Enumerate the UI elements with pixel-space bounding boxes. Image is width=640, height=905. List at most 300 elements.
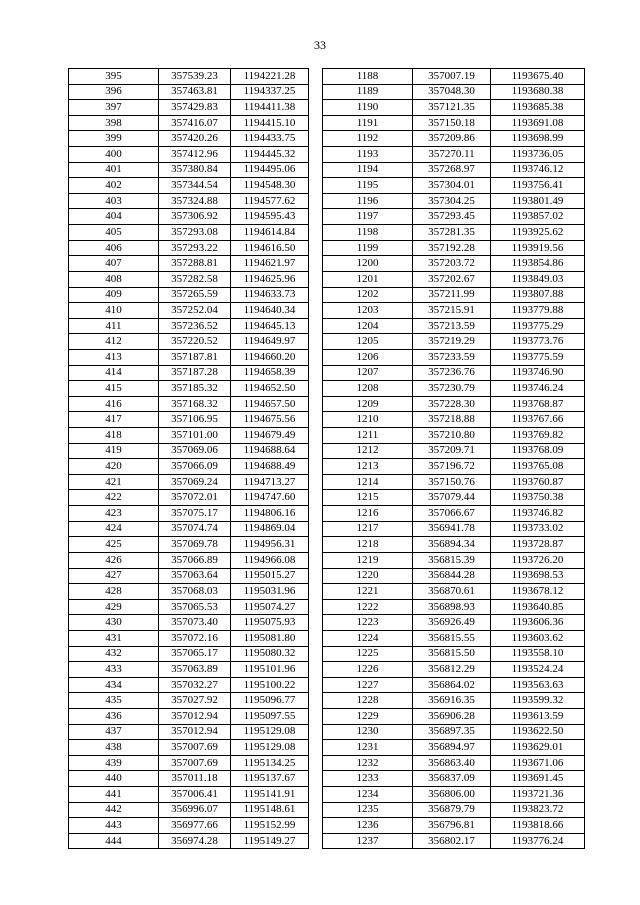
left-point-number-cell: 441	[69, 787, 159, 803]
right-x-coordinate-cell: 357281.35	[413, 225, 491, 241]
right-point-number-cell: 1210	[323, 412, 413, 428]
left-y-coordinate-cell: 1195149.27	[231, 833, 309, 849]
column-separator	[309, 490, 323, 506]
left-y-coordinate-cell: 1194621.97	[231, 256, 309, 272]
table-row	[69, 193, 585, 209]
left-y-coordinate-cell: 1195075.93	[231, 615, 309, 631]
left-x-coordinate-cell: 357344.54	[159, 178, 231, 194]
left-point-number-cell: 422	[69, 490, 159, 506]
right-y-coordinate-cell: 1193807.88	[491, 287, 585, 303]
left-y-coordinate-cell: 1195015.27	[231, 568, 309, 584]
column-separator	[309, 396, 323, 412]
left-x-coordinate-cell: 357101.00	[159, 428, 231, 444]
left-point-number-cell: 400	[69, 147, 159, 163]
column-separator	[309, 162, 323, 178]
column-separator	[309, 599, 323, 615]
right-x-coordinate-cell: 357007.19	[413, 69, 491, 85]
right-y-coordinate-cell: 1193746.24	[491, 381, 585, 397]
right-x-coordinate-cell: 357150.76	[413, 474, 491, 490]
left-y-coordinate-cell: 1194675.56	[231, 412, 309, 428]
right-x-coordinate-cell: 357209.71	[413, 443, 491, 459]
left-y-coordinate-cell: 1195152.99	[231, 818, 309, 834]
right-point-number-cell: 1221	[323, 584, 413, 600]
left-x-coordinate-cell: 357187.81	[159, 349, 231, 365]
left-y-coordinate-cell: 1194806.16	[231, 506, 309, 522]
left-point-number-cell: 407	[69, 256, 159, 272]
left-point-number-cell: 418	[69, 428, 159, 444]
left-point-number-cell: 436	[69, 708, 159, 724]
table-row	[69, 69, 585, 85]
right-y-coordinate-cell: 1193613.59	[491, 708, 585, 724]
left-point-number-cell: 412	[69, 334, 159, 350]
right-x-coordinate-cell: 356906.28	[413, 708, 491, 724]
column-separator	[309, 724, 323, 740]
left-x-coordinate-cell: 357075.17	[159, 506, 231, 522]
right-point-number-cell: 1200	[323, 256, 413, 272]
left-x-coordinate-cell: 357072.16	[159, 630, 231, 646]
left-point-number-cell: 420	[69, 459, 159, 475]
table-row	[69, 428, 585, 444]
right-point-number-cell: 1194	[323, 162, 413, 178]
right-point-number-cell: 1191	[323, 115, 413, 131]
left-point-number-cell: 419	[69, 443, 159, 459]
right-point-number-cell: 1193	[323, 147, 413, 163]
right-point-number-cell: 1216	[323, 506, 413, 522]
table-row	[69, 615, 585, 631]
table-row	[69, 240, 585, 256]
left-y-coordinate-cell: 1194433.75	[231, 131, 309, 147]
left-point-number-cell: 409	[69, 287, 159, 303]
right-x-coordinate-cell: 356894.97	[413, 740, 491, 756]
left-point-number-cell: 421	[69, 474, 159, 490]
right-y-coordinate-cell: 1193767.66	[491, 412, 585, 428]
right-point-number-cell: 1219	[323, 552, 413, 568]
right-x-coordinate-cell: 357192.28	[413, 240, 491, 256]
left-y-coordinate-cell: 1194616.50	[231, 240, 309, 256]
right-point-number-cell: 1209	[323, 396, 413, 412]
left-y-coordinate-cell: 1195031.96	[231, 584, 309, 600]
left-point-number-cell: 433	[69, 662, 159, 678]
right-y-coordinate-cell: 1193776.24	[491, 833, 585, 849]
right-point-number-cell: 1236	[323, 818, 413, 834]
right-y-coordinate-cell: 1193728.87	[491, 537, 585, 553]
left-y-coordinate-cell: 1194869.04	[231, 521, 309, 537]
left-point-number-cell: 430	[69, 615, 159, 631]
left-x-coordinate-cell: 357027.92	[159, 693, 231, 709]
table-row	[69, 225, 585, 241]
right-point-number-cell: 1233	[323, 771, 413, 787]
right-y-coordinate-cell: 1193768.09	[491, 443, 585, 459]
right-x-coordinate-cell: 357219.29	[413, 334, 491, 350]
table-row	[69, 256, 585, 272]
column-separator	[309, 677, 323, 693]
left-x-coordinate-cell: 357007.69	[159, 755, 231, 771]
left-point-number-cell: 423	[69, 506, 159, 522]
right-point-number-cell: 1208	[323, 381, 413, 397]
left-y-coordinate-cell: 1194633.73	[231, 287, 309, 303]
left-y-coordinate-cell: 1195137.67	[231, 771, 309, 787]
left-point-number-cell: 438	[69, 740, 159, 756]
column-separator	[309, 84, 323, 100]
column-separator	[309, 147, 323, 163]
right-point-number-cell: 1212	[323, 443, 413, 459]
column-separator	[309, 818, 323, 834]
column-separator	[309, 443, 323, 459]
right-y-coordinate-cell: 1193678.12	[491, 584, 585, 600]
table-row	[69, 755, 585, 771]
left-x-coordinate-cell: 357068.03	[159, 584, 231, 600]
right-y-coordinate-cell: 1193675.40	[491, 69, 585, 85]
left-x-coordinate-cell: 357006.41	[159, 787, 231, 803]
right-y-coordinate-cell: 1193849.03	[491, 271, 585, 287]
left-x-coordinate-cell: 357066.09	[159, 459, 231, 475]
table-row	[69, 568, 585, 584]
right-y-coordinate-cell: 1193680.38	[491, 84, 585, 100]
right-y-coordinate-cell: 1193801.49	[491, 193, 585, 209]
left-point-number-cell: 428	[69, 584, 159, 600]
left-x-coordinate-cell: 357306.92	[159, 209, 231, 225]
left-point-number-cell: 397	[69, 100, 159, 116]
left-x-coordinate-cell: 357072.01	[159, 490, 231, 506]
right-point-number-cell: 1231	[323, 740, 413, 756]
right-point-number-cell: 1234	[323, 787, 413, 803]
right-x-coordinate-cell: 356864.02	[413, 677, 491, 693]
left-x-coordinate-cell: 357252.04	[159, 303, 231, 319]
right-y-coordinate-cell: 1193925.62	[491, 225, 585, 241]
left-y-coordinate-cell: 1194445.32	[231, 147, 309, 163]
left-x-coordinate-cell: 357069.78	[159, 537, 231, 553]
left-y-coordinate-cell: 1194495.06	[231, 162, 309, 178]
table-row	[69, 740, 585, 756]
column-separator	[309, 630, 323, 646]
right-y-coordinate-cell: 1193769.82	[491, 428, 585, 444]
right-x-coordinate-cell: 357268.97	[413, 162, 491, 178]
left-x-coordinate-cell: 356996.07	[159, 802, 231, 818]
column-separator	[309, 428, 323, 444]
left-x-coordinate-cell: 356977.66	[159, 818, 231, 834]
left-x-coordinate-cell: 357220.52	[159, 334, 231, 350]
left-point-number-cell: 415	[69, 381, 159, 397]
column-separator	[309, 755, 323, 771]
right-x-coordinate-cell: 357304.01	[413, 178, 491, 194]
column-separator	[309, 693, 323, 709]
left-y-coordinate-cell: 1194640.34	[231, 303, 309, 319]
right-y-coordinate-cell: 1193818.66	[491, 818, 585, 834]
right-y-coordinate-cell: 1193629.01	[491, 740, 585, 756]
left-x-coordinate-cell: 357012.94	[159, 724, 231, 740]
right-point-number-cell: 1226	[323, 662, 413, 678]
left-x-coordinate-cell: 357012.94	[159, 708, 231, 724]
table-row	[69, 178, 585, 194]
right-x-coordinate-cell: 356815.50	[413, 646, 491, 662]
right-y-coordinate-cell: 1193721.36	[491, 787, 585, 803]
left-point-number-cell: 402	[69, 178, 159, 194]
right-point-number-cell: 1199	[323, 240, 413, 256]
column-separator	[309, 240, 323, 256]
right-x-coordinate-cell: 356897.35	[413, 724, 491, 740]
table-row	[69, 318, 585, 334]
column-separator	[309, 271, 323, 287]
right-y-coordinate-cell: 1193746.12	[491, 162, 585, 178]
column-separator	[309, 381, 323, 397]
right-x-coordinate-cell: 356870.61	[413, 584, 491, 600]
left-x-coordinate-cell: 357412.96	[159, 147, 231, 163]
table-row	[69, 334, 585, 350]
right-y-coordinate-cell: 1193640.85	[491, 599, 585, 615]
left-y-coordinate-cell: 1195100.22	[231, 677, 309, 693]
table-row	[69, 506, 585, 522]
table-row	[69, 693, 585, 709]
right-y-coordinate-cell: 1193558.10	[491, 646, 585, 662]
left-x-coordinate-cell: 357063.64	[159, 568, 231, 584]
left-x-coordinate-cell: 357265.59	[159, 287, 231, 303]
right-point-number-cell: 1206	[323, 349, 413, 365]
left-x-coordinate-cell: 357463.81	[159, 84, 231, 100]
right-point-number-cell: 1195	[323, 178, 413, 194]
right-point-number-cell: 1202	[323, 287, 413, 303]
left-x-coordinate-cell: 357282.58	[159, 271, 231, 287]
table-row	[69, 459, 585, 475]
right-y-coordinate-cell: 1193765.08	[491, 459, 585, 475]
table-row	[69, 209, 585, 225]
right-y-coordinate-cell: 1193756.41	[491, 178, 585, 194]
right-x-coordinate-cell: 357236.76	[413, 365, 491, 381]
left-point-number-cell: 395	[69, 69, 159, 85]
left-point-number-cell: 410	[69, 303, 159, 319]
column-separator	[309, 349, 323, 365]
left-y-coordinate-cell: 1194614.84	[231, 225, 309, 241]
column-separator	[309, 412, 323, 428]
table-row	[69, 349, 585, 365]
column-separator	[309, 334, 323, 350]
column-separator	[309, 521, 323, 537]
left-x-coordinate-cell: 357073.40	[159, 615, 231, 631]
left-point-number-cell: 437	[69, 724, 159, 740]
left-y-coordinate-cell: 1194595.43	[231, 209, 309, 225]
right-y-coordinate-cell: 1193524.24	[491, 662, 585, 678]
table-row	[69, 833, 585, 849]
table-row	[69, 521, 585, 537]
right-x-coordinate-cell: 357211.99	[413, 287, 491, 303]
right-x-coordinate-cell: 356802.17	[413, 833, 491, 849]
right-x-coordinate-cell: 357304.25	[413, 193, 491, 209]
left-x-coordinate-cell: 356974.28	[159, 833, 231, 849]
right-point-number-cell: 1192	[323, 131, 413, 147]
left-y-coordinate-cell: 1194956.31	[231, 537, 309, 553]
right-y-coordinate-cell: 1193685.38	[491, 100, 585, 116]
left-y-coordinate-cell: 1194577.62	[231, 193, 309, 209]
left-point-number-cell: 403	[69, 193, 159, 209]
table-row	[69, 584, 585, 600]
left-y-coordinate-cell: 1195134.25	[231, 755, 309, 771]
right-point-number-cell: 1228	[323, 693, 413, 709]
right-x-coordinate-cell: 356844.28	[413, 568, 491, 584]
right-point-number-cell: 1189	[323, 84, 413, 100]
table-row	[69, 147, 585, 163]
right-x-coordinate-cell: 356879.79	[413, 802, 491, 818]
left-y-coordinate-cell: 1194548.30	[231, 178, 309, 194]
right-y-coordinate-cell: 1193768.87	[491, 396, 585, 412]
left-y-coordinate-cell: 1194747.60	[231, 490, 309, 506]
right-point-number-cell: 1224	[323, 630, 413, 646]
left-point-number-cell: 443	[69, 818, 159, 834]
column-separator	[309, 209, 323, 225]
table-row	[69, 84, 585, 100]
left-point-number-cell: 413	[69, 349, 159, 365]
right-x-coordinate-cell: 357066.67	[413, 506, 491, 522]
right-y-coordinate-cell: 1193726.20	[491, 552, 585, 568]
right-x-coordinate-cell: 356863.40	[413, 755, 491, 771]
right-x-coordinate-cell: 357202.67	[413, 271, 491, 287]
right-y-coordinate-cell: 1193698.99	[491, 131, 585, 147]
left-x-coordinate-cell: 357069.06	[159, 443, 231, 459]
column-separator	[309, 459, 323, 475]
left-point-number-cell: 429	[69, 599, 159, 615]
table-row	[69, 303, 585, 319]
table-row	[69, 131, 585, 147]
right-point-number-cell: 1214	[323, 474, 413, 490]
left-x-coordinate-cell: 357420.26	[159, 131, 231, 147]
column-separator	[309, 537, 323, 553]
right-point-number-cell: 1201	[323, 271, 413, 287]
right-x-coordinate-cell: 356926.49	[413, 615, 491, 631]
right-point-number-cell: 1188	[323, 69, 413, 85]
left-x-coordinate-cell: 357293.08	[159, 225, 231, 241]
column-separator	[309, 303, 323, 319]
table-row	[69, 474, 585, 490]
right-y-coordinate-cell: 1193854.86	[491, 256, 585, 272]
table-row	[69, 552, 585, 568]
table-row	[69, 396, 585, 412]
left-y-coordinate-cell: 1194645.13	[231, 318, 309, 334]
left-point-number-cell: 417	[69, 412, 159, 428]
left-x-coordinate-cell: 357416.07	[159, 115, 231, 131]
left-point-number-cell: 425	[69, 537, 159, 553]
left-y-coordinate-cell: 1195096.77	[231, 693, 309, 709]
left-point-number-cell: 431	[69, 630, 159, 646]
column-separator	[309, 100, 323, 116]
right-y-coordinate-cell: 1193775.29	[491, 318, 585, 334]
column-separator	[309, 365, 323, 381]
right-x-coordinate-cell: 357203.72	[413, 256, 491, 272]
right-y-coordinate-cell: 1193622.50	[491, 724, 585, 740]
table-row	[69, 646, 585, 662]
left-x-coordinate-cell: 357324.88	[159, 193, 231, 209]
left-y-coordinate-cell: 1194660.20	[231, 349, 309, 365]
left-y-coordinate-cell: 1194652.50	[231, 381, 309, 397]
left-y-coordinate-cell: 1194649.97	[231, 334, 309, 350]
left-x-coordinate-cell: 357069.24	[159, 474, 231, 490]
left-point-number-cell: 434	[69, 677, 159, 693]
right-y-coordinate-cell: 1193750.38	[491, 490, 585, 506]
right-point-number-cell: 1203	[323, 303, 413, 319]
left-y-coordinate-cell: 1195074.27	[231, 599, 309, 615]
right-point-number-cell: 1237	[323, 833, 413, 849]
left-x-coordinate-cell: 357066.89	[159, 552, 231, 568]
left-y-coordinate-cell: 1194415.10	[231, 115, 309, 131]
left-x-coordinate-cell: 357380.84	[159, 162, 231, 178]
right-x-coordinate-cell: 357079.44	[413, 490, 491, 506]
left-y-coordinate-cell: 1194688.49	[231, 459, 309, 475]
column-separator	[309, 708, 323, 724]
left-x-coordinate-cell: 357236.52	[159, 318, 231, 334]
right-y-coordinate-cell: 1193760.87	[491, 474, 585, 490]
table-row	[69, 115, 585, 131]
right-x-coordinate-cell: 357210.80	[413, 428, 491, 444]
left-y-coordinate-cell: 1195080.32	[231, 646, 309, 662]
left-x-coordinate-cell: 357288.81	[159, 256, 231, 272]
left-y-coordinate-cell: 1194657.50	[231, 396, 309, 412]
left-x-coordinate-cell: 357429.83	[159, 100, 231, 116]
left-y-coordinate-cell: 1195129.08	[231, 724, 309, 740]
right-x-coordinate-cell: 357196.72	[413, 459, 491, 475]
right-x-coordinate-cell: 357121.35	[413, 100, 491, 116]
right-y-coordinate-cell: 1193563.63	[491, 677, 585, 693]
table-row	[69, 599, 585, 615]
right-x-coordinate-cell: 356796.81	[413, 818, 491, 834]
right-point-number-cell: 1222	[323, 599, 413, 615]
right-point-number-cell: 1207	[323, 365, 413, 381]
table-row	[69, 708, 585, 724]
column-separator	[309, 69, 323, 85]
right-x-coordinate-cell: 356812.29	[413, 662, 491, 678]
right-point-number-cell: 1235	[323, 802, 413, 818]
right-point-number-cell: 1232	[323, 755, 413, 771]
left-y-coordinate-cell: 1194679.49	[231, 428, 309, 444]
column-separator	[309, 506, 323, 522]
right-x-coordinate-cell: 357293.45	[413, 209, 491, 225]
coordinates-table	[68, 68, 585, 849]
right-point-number-cell: 1230	[323, 724, 413, 740]
column-separator	[309, 225, 323, 241]
column-separator	[309, 552, 323, 568]
right-x-coordinate-cell: 357218.88	[413, 412, 491, 428]
right-y-coordinate-cell: 1193671.06	[491, 755, 585, 771]
left-point-number-cell: 414	[69, 365, 159, 381]
left-x-coordinate-cell: 357032.27	[159, 677, 231, 693]
right-y-coordinate-cell: 1193733.02	[491, 521, 585, 537]
left-x-coordinate-cell: 357065.17	[159, 646, 231, 662]
table-row	[69, 802, 585, 818]
column-separator	[309, 802, 323, 818]
left-y-coordinate-cell: 1194658.39	[231, 365, 309, 381]
right-y-coordinate-cell: 1193775.59	[491, 349, 585, 365]
table-row	[69, 818, 585, 834]
left-x-coordinate-cell: 357187.28	[159, 365, 231, 381]
table-row	[69, 630, 585, 646]
column-separator	[309, 740, 323, 756]
left-y-coordinate-cell: 1194221.28	[231, 69, 309, 85]
right-point-number-cell: 1204	[323, 318, 413, 334]
left-point-number-cell: 439	[69, 755, 159, 771]
left-point-number-cell: 424	[69, 521, 159, 537]
right-x-coordinate-cell: 357233.59	[413, 349, 491, 365]
left-point-number-cell: 432	[69, 646, 159, 662]
right-y-coordinate-cell: 1193823.72	[491, 802, 585, 818]
right-y-coordinate-cell: 1193779.88	[491, 303, 585, 319]
left-point-number-cell: 426	[69, 552, 159, 568]
right-y-coordinate-cell: 1193599.32	[491, 693, 585, 709]
right-y-coordinate-cell: 1193746.82	[491, 506, 585, 522]
right-x-coordinate-cell: 356916.35	[413, 693, 491, 709]
left-point-number-cell: 399	[69, 131, 159, 147]
left-x-coordinate-cell: 357074.74	[159, 521, 231, 537]
table-row	[69, 662, 585, 678]
right-x-coordinate-cell: 356815.39	[413, 552, 491, 568]
left-y-coordinate-cell: 1194713.27	[231, 474, 309, 490]
right-point-number-cell: 1211	[323, 428, 413, 444]
right-y-coordinate-cell: 1193919.56	[491, 240, 585, 256]
